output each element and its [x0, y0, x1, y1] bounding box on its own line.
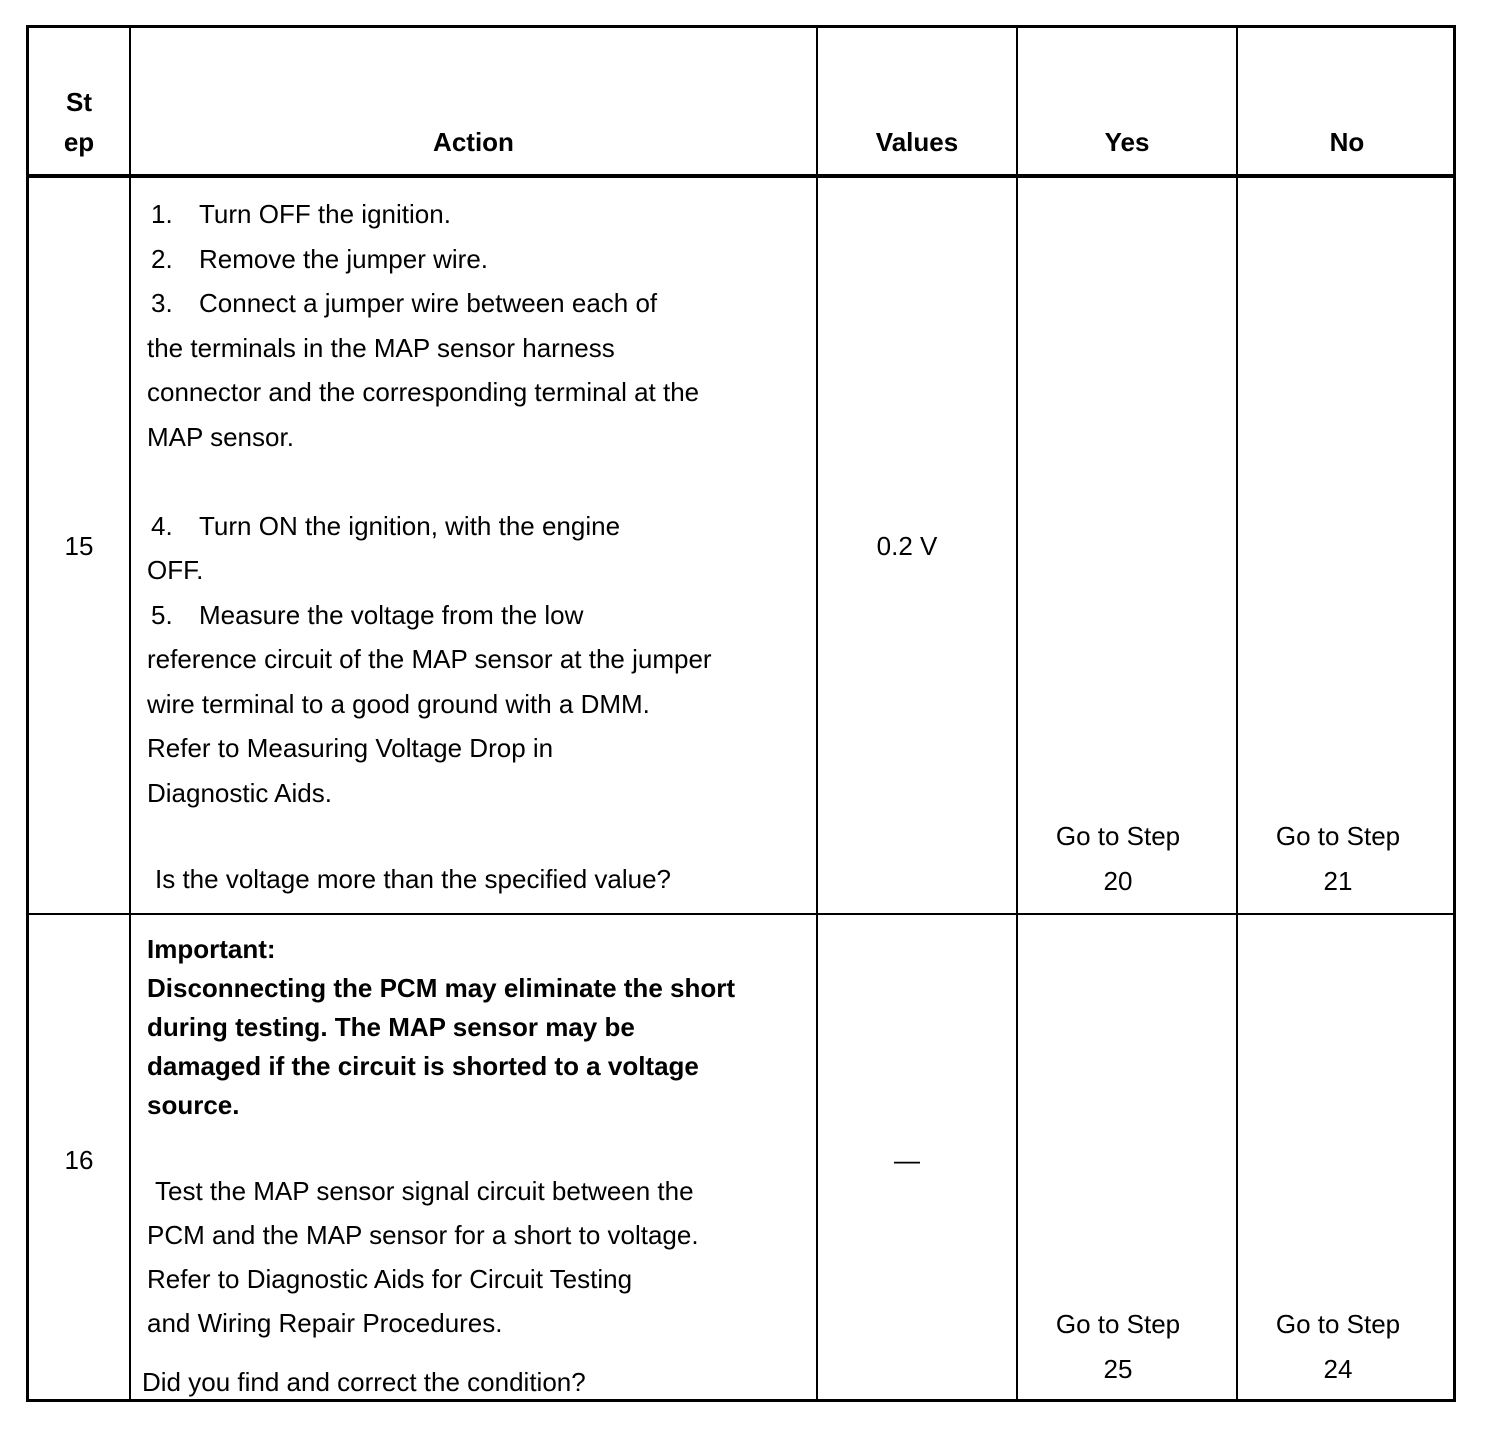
question-text: Did you find and correct the condition? — [142, 1367, 586, 1397]
diagnostic-table — [26, 25, 1456, 1402]
header-yes: Yes — [1104, 127, 1150, 157]
text-line: source. — [147, 1090, 240, 1120]
text-line: Test the MAP sensor signal circuit between the — [155, 1176, 694, 1206]
column-divider — [1016, 28, 1018, 1399]
list-item: 2. Remove the jumper wire. — [151, 243, 488, 274]
header-step: St ep — [63, 87, 95, 157]
text-line: Refer to Measuring Voltage Drop in — [147, 733, 554, 763]
column-divider — [129, 28, 131, 1399]
step-number: 15 — [64, 531, 94, 561]
text-line: MAP sensor. — [147, 421, 294, 452]
value-cell: 0.2 V — [876, 531, 938, 561]
text-line: PCM and the MAP sensor for a short to voltage. — [147, 1220, 699, 1250]
header-divider — [29, 174, 1453, 178]
important-title: Important: — [147, 934, 276, 964]
text-line: and Wiring Repair Procedures. — [147, 1308, 503, 1338]
list-item: 1. Turn OFF the ignition. — [151, 199, 451, 229]
no-go-to-step: Go to Step 21 — [1275, 821, 1401, 896]
text-line: OFF. — [147, 555, 204, 585]
question-text: Is the voltage more than the specified value? — [155, 864, 671, 894]
yes-go-to-step: Go to Step 20 — [1055, 821, 1181, 896]
value-cell: — — [894, 1145, 920, 1175]
list-item: 3. Connect a jumper wire between each of — [151, 288, 658, 318]
text-line: connector and the corresponding terminal at the — [147, 377, 700, 407]
row-divider — [29, 913, 1453, 915]
text-line: wire terminal to a good ground with a DMM. — [147, 688, 650, 719]
text-line: Disconnecting the PCM may eliminate the short — [147, 973, 735, 1003]
header-no: No — [1329, 127, 1365, 157]
column-divider — [1236, 28, 1238, 1399]
text-line: the terminals in the MAP sensor harness — [147, 332, 615, 363]
yes-go-to-step: Go to Step 25 — [1055, 1309, 1181, 1384]
text-line: Refer to Diagnostic Aids for Circuit Testing — [147, 1264, 633, 1294]
list-item: 4. Turn ON the ignition, with the engine — [151, 510, 621, 541]
action-cell-step-15 — [147, 192, 807, 815]
column-divider — [816, 28, 818, 1399]
text-line: Diagnostic Aids. — [147, 777, 332, 808]
text-line: reference circuit of the MAP sensor at the jumper — [147, 644, 712, 674]
header-values: Values — [875, 127, 959, 157]
header-action: Action — [433, 127, 514, 157]
list-item: 5. Measure the voltage from the low — [151, 599, 584, 630]
text-line: damaged if the circuit is shorted to a voltage — [147, 1051, 699, 1081]
action-cell-step-16 — [147, 1169, 807, 1345]
important-note — [147, 930, 807, 1125]
no-go-to-step: Go to Step 24 — [1275, 1309, 1401, 1384]
step-number: 16 — [64, 1145, 94, 1175]
text-line: during testing. The MAP sensor may be — [147, 1012, 635, 1042]
